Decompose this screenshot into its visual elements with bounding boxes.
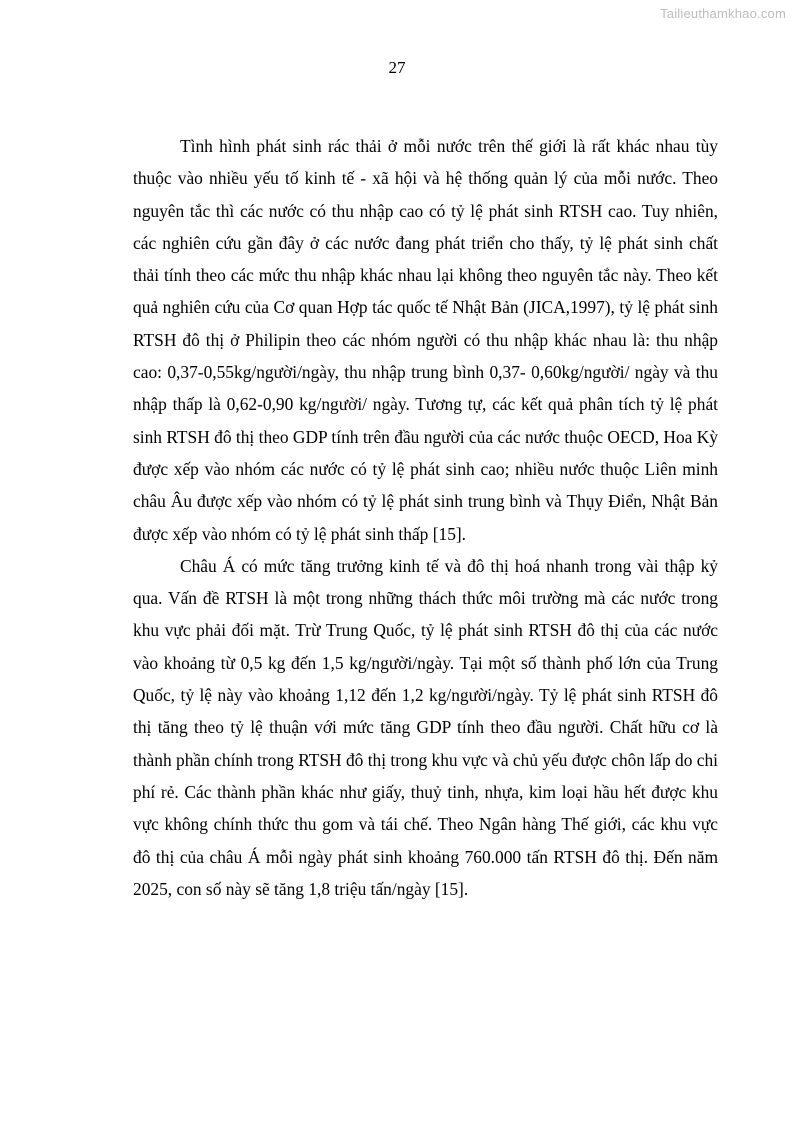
page-number: 27 [388,58,406,77]
document-body [133,130,718,905]
paragraph-1: Tình hình phát sinh rác thải ở mỗi nước trên thế giới là rất khác nhau tùy thuộc vào nhiều yếu tố kinh tế - xã hội và hệ thống quản lý của mỗi nước. Theo nguyên tắc thì các nước có thu nhập cao có tỷ lệ phát sinh RTSH cao. Tuy nhiên, các nghiên cứu gần đây ở các nước đang phát triển cho thấy, tỷ lệ phát sinh chất thải tính theo các mức thu nhập khác nhau lại không theo nguyên tắc này. Theo kết quả nghiên cứu của Cơ quan Hợp tác quốc tế Nhật Bản (JICA,1997), tỷ lệ phát sinh RTSH đô thị ở Philipin theo các nhóm người có thu nhập khác nhau là: thu nhập cao: 0,37-0,55kg/người/ngày, thu nhập trung bình 0,37- 0,60kg/người/ ngày và thu nhập thấp là 0,62-0,90 kg/người/ ngày. Tương tự, các kết quả phân tích tỷ lệ phát sinh RTSH đô thị theo GDP tính trên đầu người của các nước thuộc OECD, Hoa Kỳ được xếp vào nhóm các nước có tỷ lệ phát sinh cao; nhiều nước thuộc Liên minh châu Âu được xếp vào nhóm có tỷ lệ phát sinh trung bình và Thụy Điển, Nhật Bản được xếp vào nhóm có tỷ lệ phát sinh thấp [15]. [133,136,718,544]
paragraph-2: Châu Á có mức tăng trưởng kinh tế và đô thị hoá nhanh trong vài thập kỷ qua. Vấn đề RTSH là một trong những thách thức môi trường mà các nước trong khu vực phải đối mặt. Trừ Trung Quốc, tỷ lệ phát sinh RTSH đô thị của các nước vào khoảng từ 0,5 kg đến 1,5 kg/người/ngày. Tại một số thành phố lớn của Trung Quốc, tỷ lệ này vào khoảng 1,12 đến 1,2 kg/người/ngày. Tỷ lệ phát sinh RTSH đô thị tăng theo tỷ lệ thuận với mức tăng GDP tính theo đầu người. Chất hữu cơ là thành phần chính trong RTSH đô thị trong khu vực và chủ yếu được chôn lấp do chi phí rẻ. Các thành phần khác như giấy, thuỷ tinh, nhựa, kim loại hầu hết được khu vực không chính thức thu gom và tái chế. Theo Ngân hàng Thế giới, các khu vực đô thị của châu Á mỗi ngày phát sinh khoảng 760.000 tấn RTSH đô thị. Đến năm 2025, con số này sẽ tăng 1,8 triệu tấn/ngày [15]. [133,555,718,899]
watermark-text: Tailieuthamkhao.com [660,6,786,21]
